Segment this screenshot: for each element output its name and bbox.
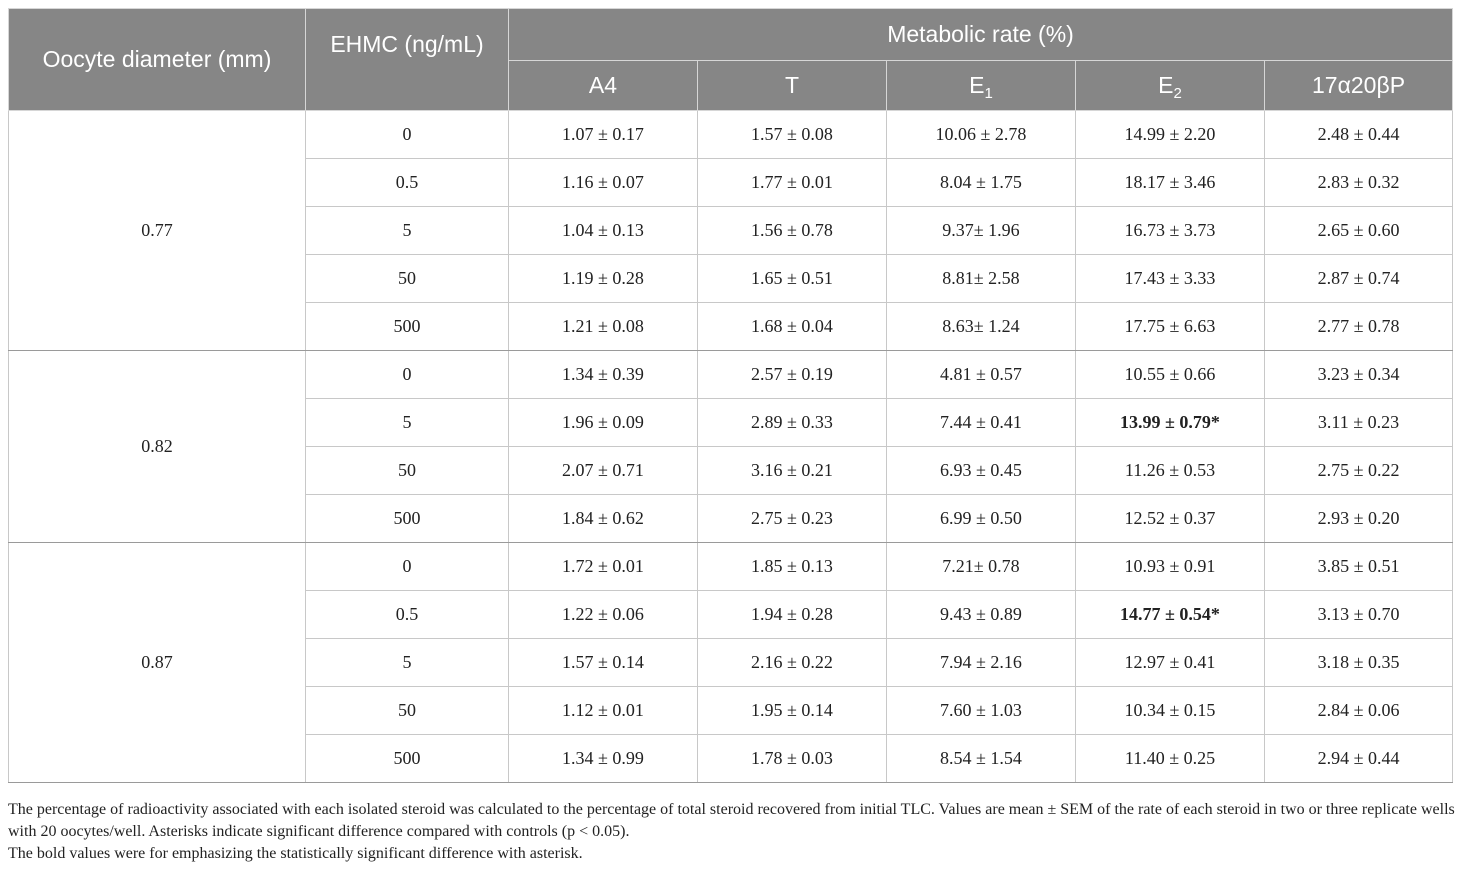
value-cell-p: 2.94 ± 0.44 [1265,735,1453,783]
value-cell-e2: 12.97 ± 0.41 [1076,639,1265,687]
ehmc-cell: 500 [306,735,509,783]
metabolic-rate-table [8,8,1453,783]
value-cell-e1: 7.44 ± 0.41 [887,399,1076,447]
value-cell-p: 2.87 ± 0.74 [1265,255,1453,303]
value-cell-t: 1.57 ± 0.08 [698,111,887,159]
value-cell-e2: 10.34 ± 0.15 [1076,687,1265,735]
ehmc-cell: 0.5 [306,591,509,639]
value-cell-t: 1.85 ± 0.13 [698,543,887,591]
ehmc-cell: 0.5 [306,159,509,207]
value-cell-p: 2.65 ± 0.60 [1265,207,1453,255]
value-cell-e2: 18.17 ± 3.46 [1076,159,1265,207]
header-col-e2: $E_2$ [1076,61,1265,111]
header-oocyte-diameter: Oocyte diameter (mm) [9,9,306,111]
value-cell-t: 1.65 ± 0.51 [698,255,887,303]
value-cell-e1: 9.37± 1.96 [887,207,1076,255]
table-row [9,111,1453,159]
header-metabolic-rate: Metabolic rate (%) [509,9,1453,61]
table-row [9,351,1453,399]
header-col-17a20bp: 17α20βP [1265,61,1453,111]
value-cell-e2: 13.99 ± 0.79* [1076,399,1265,447]
value-cell-t: 2.57 ± 0.19 [698,351,887,399]
ehmc-cell: 0 [306,351,509,399]
table-body [9,111,1453,783]
value-cell-e1: 7.21± 0.78 [887,543,1076,591]
value-cell-p: 2.93 ± 0.20 [1265,495,1453,543]
value-cell-e2: 11.26 ± 0.53 [1076,447,1265,495]
value-cell-e2: 17.75 ± 6.63 [1076,303,1265,351]
ehmc-cell: 500 [306,495,509,543]
ehmc-cell: 5 [306,207,509,255]
value-cell-t: 1.56 ± 0.78 [698,207,887,255]
ehmc-cell: 0 [306,543,509,591]
value-cell-e1: 8.63± 1.24 [887,303,1076,351]
value-cell-a4: 1.22 ± 0.06 [509,591,698,639]
value-cell-a4: 1.07 ± 0.17 [509,111,698,159]
value-cell-t: 1.68 ± 0.04 [698,303,887,351]
value-cell-e2: 16.73 ± 3.73 [1076,207,1265,255]
value-cell-t: 2.75 ± 0.23 [698,495,887,543]
table-footnotes [8,799,1458,865]
value-cell-p: 2.48 ± 0.44 [1265,111,1453,159]
ehmc-cell: 50 [306,687,509,735]
value-cell-a4: 1.84 ± 0.62 [509,495,698,543]
value-cell-e2: 14.77 ± 0.54* [1076,591,1265,639]
value-cell-a4: 1.96 ± 0.09 [509,399,698,447]
value-cell-t: 1.77 ± 0.01 [698,159,887,207]
value-cell-e2: 14.99 ± 2.20 [1076,111,1265,159]
value-cell-a4: 1.19 ± 0.28 [509,255,698,303]
value-cell-e1: 10.06 ± 2.78 [887,111,1076,159]
ehmc-cell: 5 [306,399,509,447]
header-col-e1: $E_1$ [887,61,1076,111]
value-cell-a4: 1.72 ± 0.01 [509,543,698,591]
value-cell-a4: 1.57 ± 0.14 [509,639,698,687]
table-row [9,543,1453,591]
footnote-methods: The percentage of radioactivity associated with each isolated steroid was calculated to the percentage of total steroid recovered from initial TLC. Values are mean ± SEM of the rate of each steroid in two or three replicate wells with 20 oocytes/well. Asterisks indicate significant difference compared with controls (p < 0.05). [8,801,1455,840]
value-cell-e1: 6.99 ± 0.50 [887,495,1076,543]
value-cell-a4: 2.07 ± 0.71 [509,447,698,495]
ehmc-cell: 50 [306,255,509,303]
value-cell-t: 1.95 ± 0.14 [698,687,887,735]
value-cell-p: 3.23 ± 0.34 [1265,351,1453,399]
value-cell-a4: 1.12 ± 0.01 [509,687,698,735]
table-header [9,9,1453,111]
value-cell-e1: 7.60 ± 1.03 [887,687,1076,735]
value-cell-p: 3.11 ± 0.23 [1265,399,1453,447]
value-cell-p: 2.75 ± 0.22 [1265,447,1453,495]
oocyte-diameter-cell: 0.87 [9,543,306,783]
value-cell-p: 2.83 ± 0.32 [1265,159,1453,207]
header-col-t: T [698,61,887,111]
value-cell-e2: 10.55 ± 0.66 [1076,351,1265,399]
value-cell-t: 2.16 ± 0.22 [698,639,887,687]
ehmc-cell: 5 [306,639,509,687]
table-wrapper [8,8,1452,783]
value-cell-p: 2.84 ± 0.06 [1265,687,1453,735]
value-cell-p: 3.13 ± 0.70 [1265,591,1453,639]
ehmc-cell: 50 [306,447,509,495]
oocyte-diameter-cell: 0.82 [9,351,306,543]
ehmc-cell: 500 [306,303,509,351]
value-cell-e1: 8.54 ± 1.54 [887,735,1076,783]
value-cell-t: 1.94 ± 0.28 [698,591,887,639]
value-cell-t: 3.16 ± 0.21 [698,447,887,495]
value-cell-e1: 9.43 ± 0.89 [887,591,1076,639]
value-cell-e1: 7.94 ± 2.16 [887,639,1076,687]
value-cell-e1: 8.81± 2.58 [887,255,1076,303]
value-cell-e1: 6.93 ± 0.45 [887,447,1076,495]
header-col-a4: A4 [509,61,698,111]
footnote-bold-values: The bold values were for emphasizing the statistically significant difference with asterisk. [8,845,583,862]
value-cell-p: 2.77 ± 0.78 [1265,303,1453,351]
value-cell-a4: 1.34 ± 0.99 [509,735,698,783]
value-cell-e2: 10.93 ± 0.91 [1076,543,1265,591]
header-ehmc: EHMC (ng/mL) [306,9,509,111]
value-cell-e2: 11.40 ± 0.25 [1076,735,1265,783]
value-cell-e1: 8.04 ± 1.75 [887,159,1076,207]
value-cell-e1: 4.81 ± 0.57 [887,351,1076,399]
value-cell-t: 2.89 ± 0.33 [698,399,887,447]
value-cell-p: 3.18 ± 0.35 [1265,639,1453,687]
value-cell-a4: 1.34 ± 0.39 [509,351,698,399]
value-cell-a4: 1.04 ± 0.13 [509,207,698,255]
ehmc-cell: 0 [306,111,509,159]
value-cell-t: 1.78 ± 0.03 [698,735,887,783]
value-cell-a4: 1.16 ± 0.07 [509,159,698,207]
value-cell-p: 3.85 ± 0.51 [1265,543,1453,591]
value-cell-e2: 17.43 ± 3.33 [1076,255,1265,303]
value-cell-a4: 1.21 ± 0.08 [509,303,698,351]
oocyte-diameter-cell: 0.77 [9,111,306,351]
value-cell-e2: 12.52 ± 0.37 [1076,495,1265,543]
